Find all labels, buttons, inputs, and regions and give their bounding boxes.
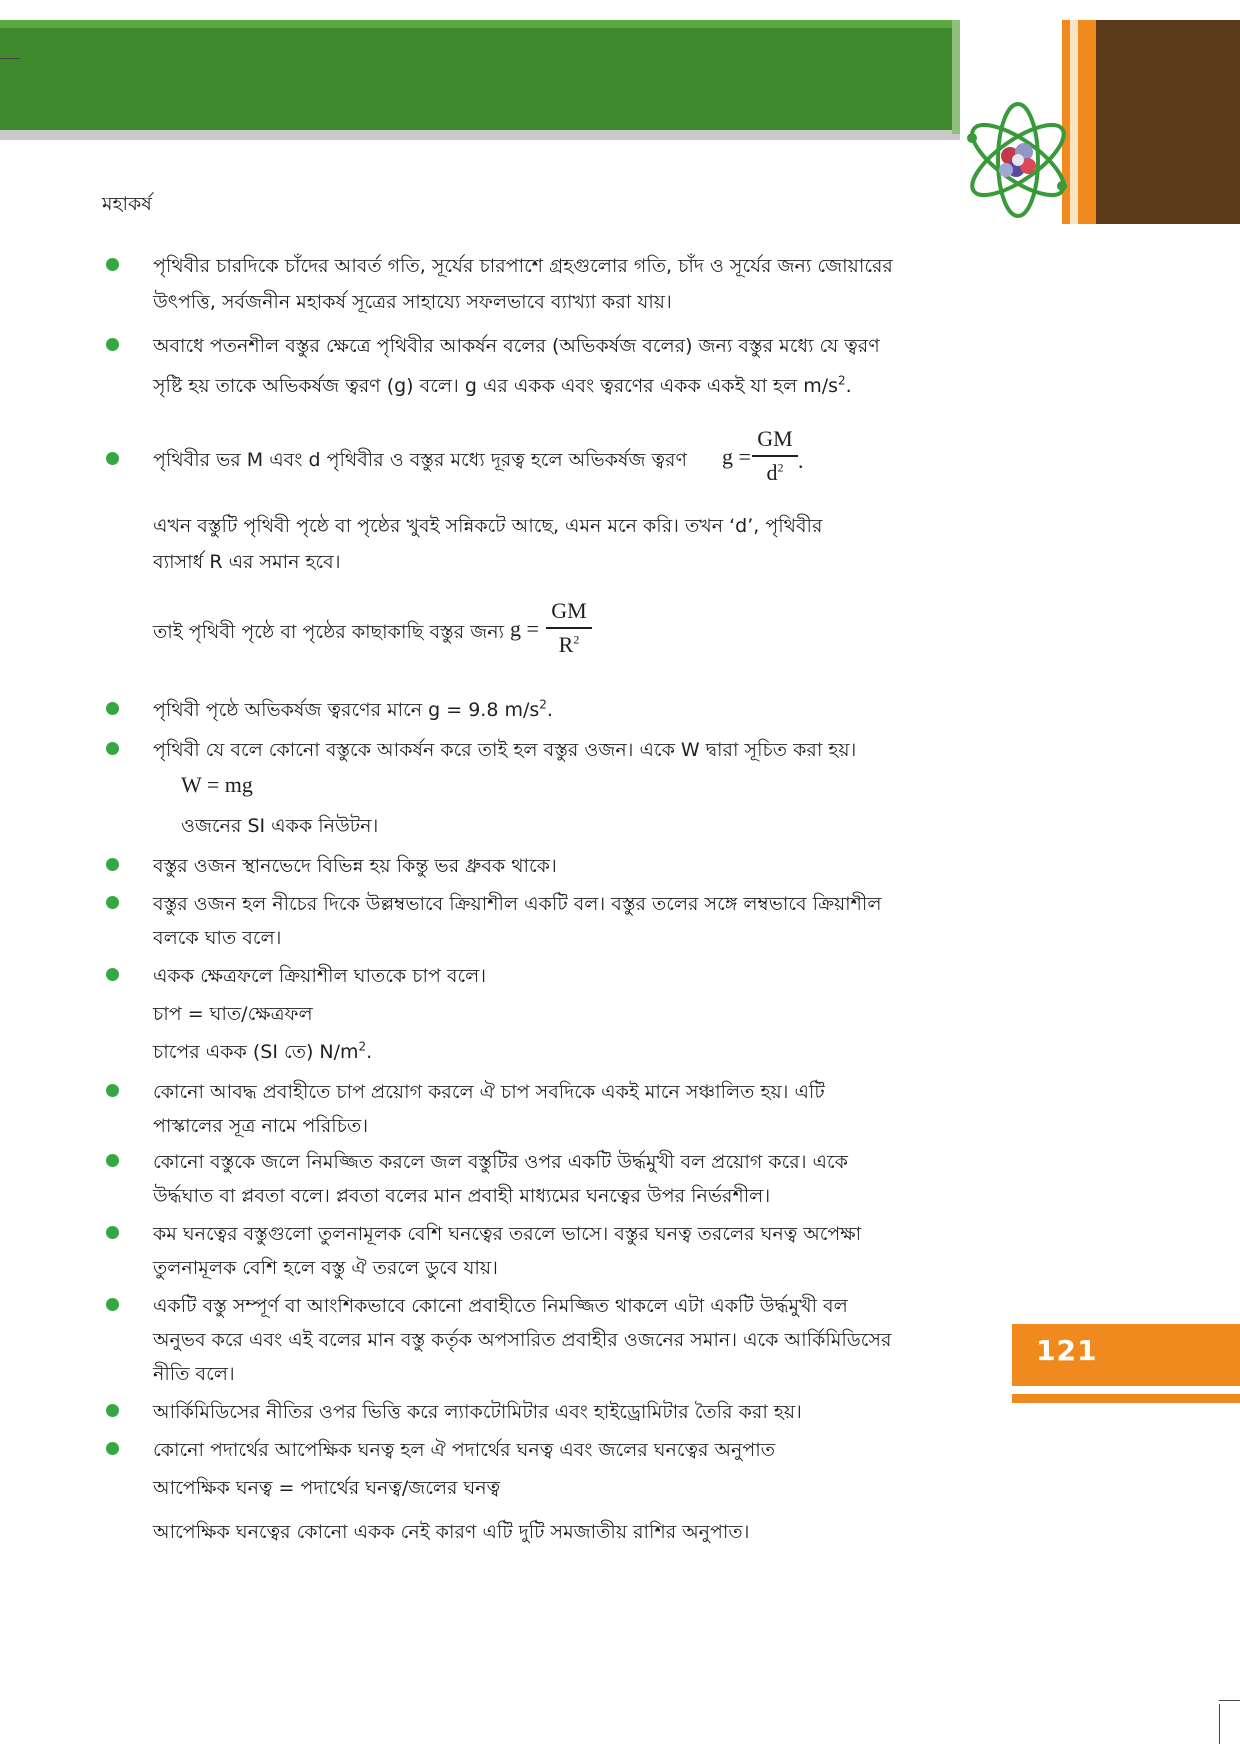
formula-denominator — [546, 632, 592, 658]
punctuation: . — [845, 375, 852, 397]
header-banner-highlight — [0, 20, 960, 28]
body-line: আর্কিমিডিসের নীতির ওপর ভিত্তি করে ল্যাকটোমিটার এবং হাইড্রোমিটার তৈরি করা হয়। — [153, 1401, 802, 1423]
bullet-marker — [106, 742, 119, 755]
body-line: একক ক্ষেত্রফলে ক্রিয়াশীল ঘাতকে চাপ বলে। — [153, 965, 487, 987]
exponent: 2 — [777, 460, 784, 475]
bullet-marker — [106, 1298, 119, 1311]
body-line — [153, 1038, 372, 1070]
body-line: পাস্কালের সূত্র নামে পরিচিত। — [153, 1115, 369, 1137]
formula-denominator — [752, 460, 798, 486]
body-line: অবাধে পতনশীল বস্তুর ক্ষেত্রে পৃথিবীর আকর্ষন বলের (অভিকর্ষজ বলের) জন্য বস্তুর মধ্যে যে ত্বরণ — [153, 335, 880, 357]
exponent: 2 — [838, 373, 846, 388]
bullet-marker — [106, 338, 119, 351]
body-text: চাপের একক (SI তে) N/m — [153, 1041, 359, 1063]
body-line: পৃথিবী যে বলে কোনো বস্তুকে আকর্ষন করে তাই হল বস্তুর ওজন। একে W দ্বারা সূচিত করা হয়। — [153, 739, 857, 761]
body-line: তাই পৃথিবী পৃষ্ঠে বা পৃষ্ঠের কাছাকাছি বস্তুর জন্য — [153, 621, 505, 643]
body-line: চাপ = ঘাত/ক্ষেত্রফল — [153, 1003, 313, 1025]
formula-numerator: GM — [757, 426, 793, 451]
body-text: পৃথিবী পৃষ্ঠে অভিকর্ষজ ত্বরণের মানে g = 9.8 m/s — [153, 699, 540, 721]
bullet-marker — [106, 452, 119, 465]
bullet-marker — [106, 1226, 119, 1239]
crop-mark — [1219, 1700, 1240, 1701]
bullet-marker — [106, 702, 119, 715]
bullet-marker — [106, 858, 119, 871]
body-line: বস্তুর ওজন স্থানভেদে বিভিন্ন হয় কিন্তু ভর ধ্রুবক থাকে। — [153, 855, 557, 877]
denominator-symbol: d — [766, 459, 778, 485]
body-line: কোনো পদার্থের আপেক্ষিক ঘনত্ব হল ঐ পদার্থের ঘনত্ব এবং জলের ঘনত্বের অনুপাত — [153, 1439, 775, 1461]
header-banner-shadow — [0, 130, 960, 140]
body-line: পৃথিবীর চারদিকে চাঁদের আবর্ত গতি, সূর্যের চারপাশে গ্রহগুলোর গতি, চাঁদ ও সূর্যের জন্য জোয়ারের — [153, 255, 893, 277]
body-line: নীতি বলে। — [153, 1363, 235, 1385]
equation: W = mg — [181, 772, 253, 797]
exponent: 2 — [573, 632, 580, 647]
body-line: ব্যাসার্ধ R এর সমান হবে। — [153, 551, 341, 573]
formula-fraction — [752, 426, 798, 486]
bullet-marker — [106, 258, 119, 271]
page-number-underline — [1012, 1394, 1240, 1403]
bullet-marker — [106, 968, 119, 981]
bullet-marker — [106, 896, 119, 909]
body-line: পৃথিবীর ভর M এবং d পৃথিবীর ও বস্তুর মধ্যে দূরত্ব হলে অভিকর্ষজ ত্বরণ — [153, 449, 687, 471]
bullet-marker — [106, 1442, 119, 1455]
body-line: এখন বস্তুটি পৃথিবী পৃষ্ঠে বা পৃষ্ঠের খুবই সন্নিকটে আছে, এমন মনে করি। তখন ‘d’, পৃথিবীর — [153, 515, 823, 537]
header-banner — [0, 20, 960, 134]
formula-numerator: GM — [551, 598, 587, 623]
page-number: 121 — [1036, 1334, 1098, 1367]
body-line: একটি বস্তু সম্পূর্ণ বা আংশিকভাবে কোনো প্রবাহীতে নিমজ্জিত থাকলে এটা একটি উর্দ্ধমুখী বল — [153, 1295, 848, 1317]
formula-fraction — [546, 598, 592, 658]
bullet-marker — [106, 1154, 119, 1167]
formula-lhs: g = — [510, 616, 539, 641]
punctuation: . — [798, 448, 804, 473]
punctuation: . — [366, 1041, 373, 1063]
body-line: উৎপত্তি, সর্বজনীন মহাকর্ষ সূত্রের সাহায্যে সফলভাবে ব্যাখ্যা করা যায়। — [153, 291, 672, 313]
exponent: 2 — [539, 697, 547, 712]
body-line: আপেক্ষিক ঘনত্ব = পদার্থের ঘনত্ব/জলের ঘনত্ব — [153, 1477, 501, 1499]
body-line — [153, 372, 852, 404]
body-text: সৃষ্টি হয় তাকে অভিকর্ষজ ত্বরণ (g) বলে। g এর একক এবং ত্বরণের একক একই যা হল m/s — [153, 375, 839, 397]
exponent: 2 — [358, 1039, 367, 1054]
atom-icon — [958, 100, 1078, 226]
denominator-symbol: R — [558, 631, 574, 657]
body-line: তুলনামূলক বেশি হলে বস্তু ঐ তরলে ডুবে যায়। — [153, 1257, 498, 1279]
body-line: কোনো আবদ্ধ প্রবাহীতে চাপ প্রয়োগ করলে ঐ চাপ সবদিকে একই মানে সঞ্চালিত হয়। এটি — [153, 1081, 825, 1103]
body-line: বস্তুর ওজন হল নীচের দিকে উল্লম্বভাবে ক্রিয়াশীল একটি বল। বস্তুর তলের সঙ্গে লম্বভাবে ক্রিয়াশীল — [153, 893, 882, 915]
chapter-title: মহাকর্ষ — [102, 193, 152, 215]
fraction-bar — [546, 627, 592, 629]
crop-mark — [0, 58, 20, 59]
punctuation: . — [546, 699, 553, 721]
crop-mark — [1219, 1704, 1220, 1744]
body-line: উর্দ্ধঘাত বা প্লবতা বলে। প্লবতা বলের মান প্রবাহী মাধ্যমের ঘনত্বের উপর নির্ভরশীল। — [153, 1185, 771, 1207]
body-line: কম ঘনত্বের বস্তুগুলো তুলনামূলক বেশি ঘনত্বের তরলে ভাসে। বস্তুর ঘনত্ব তরলের ঘনত্ব অপেক্ষা — [153, 1223, 862, 1245]
body-line: কোনো বস্তুকে জলে নিমজ্জিত করলে জল বস্তুটির ওপর একটি উর্দ্ধমুখী বল প্রয়োগ করে। একে — [153, 1151, 848, 1173]
body-line — [153, 696, 553, 728]
bullet-marker — [106, 1084, 119, 1097]
body-line: ওজনের SI একক নিউটন। — [181, 815, 379, 837]
bullet-marker — [106, 1404, 119, 1417]
body-line: আপেক্ষিক ঘনত্বের কোনো একক নেই কারণ এটি দুটি সমজাতীয় রাশির অনুপাত। — [153, 1521, 750, 1543]
side-band-brown — [1096, 20, 1240, 224]
body-line: অনুভব করে এবং এই বলের মান বস্তু কর্তৃক অপসারিত প্রবাহীর ওজনের সমান। একে আর্কিমিডিসের — [153, 1329, 892, 1351]
fraction-bar — [752, 455, 798, 457]
formula-lhs: g = — [722, 444, 751, 469]
body-line: বলকে ঘাত বলে। — [153, 927, 282, 949]
